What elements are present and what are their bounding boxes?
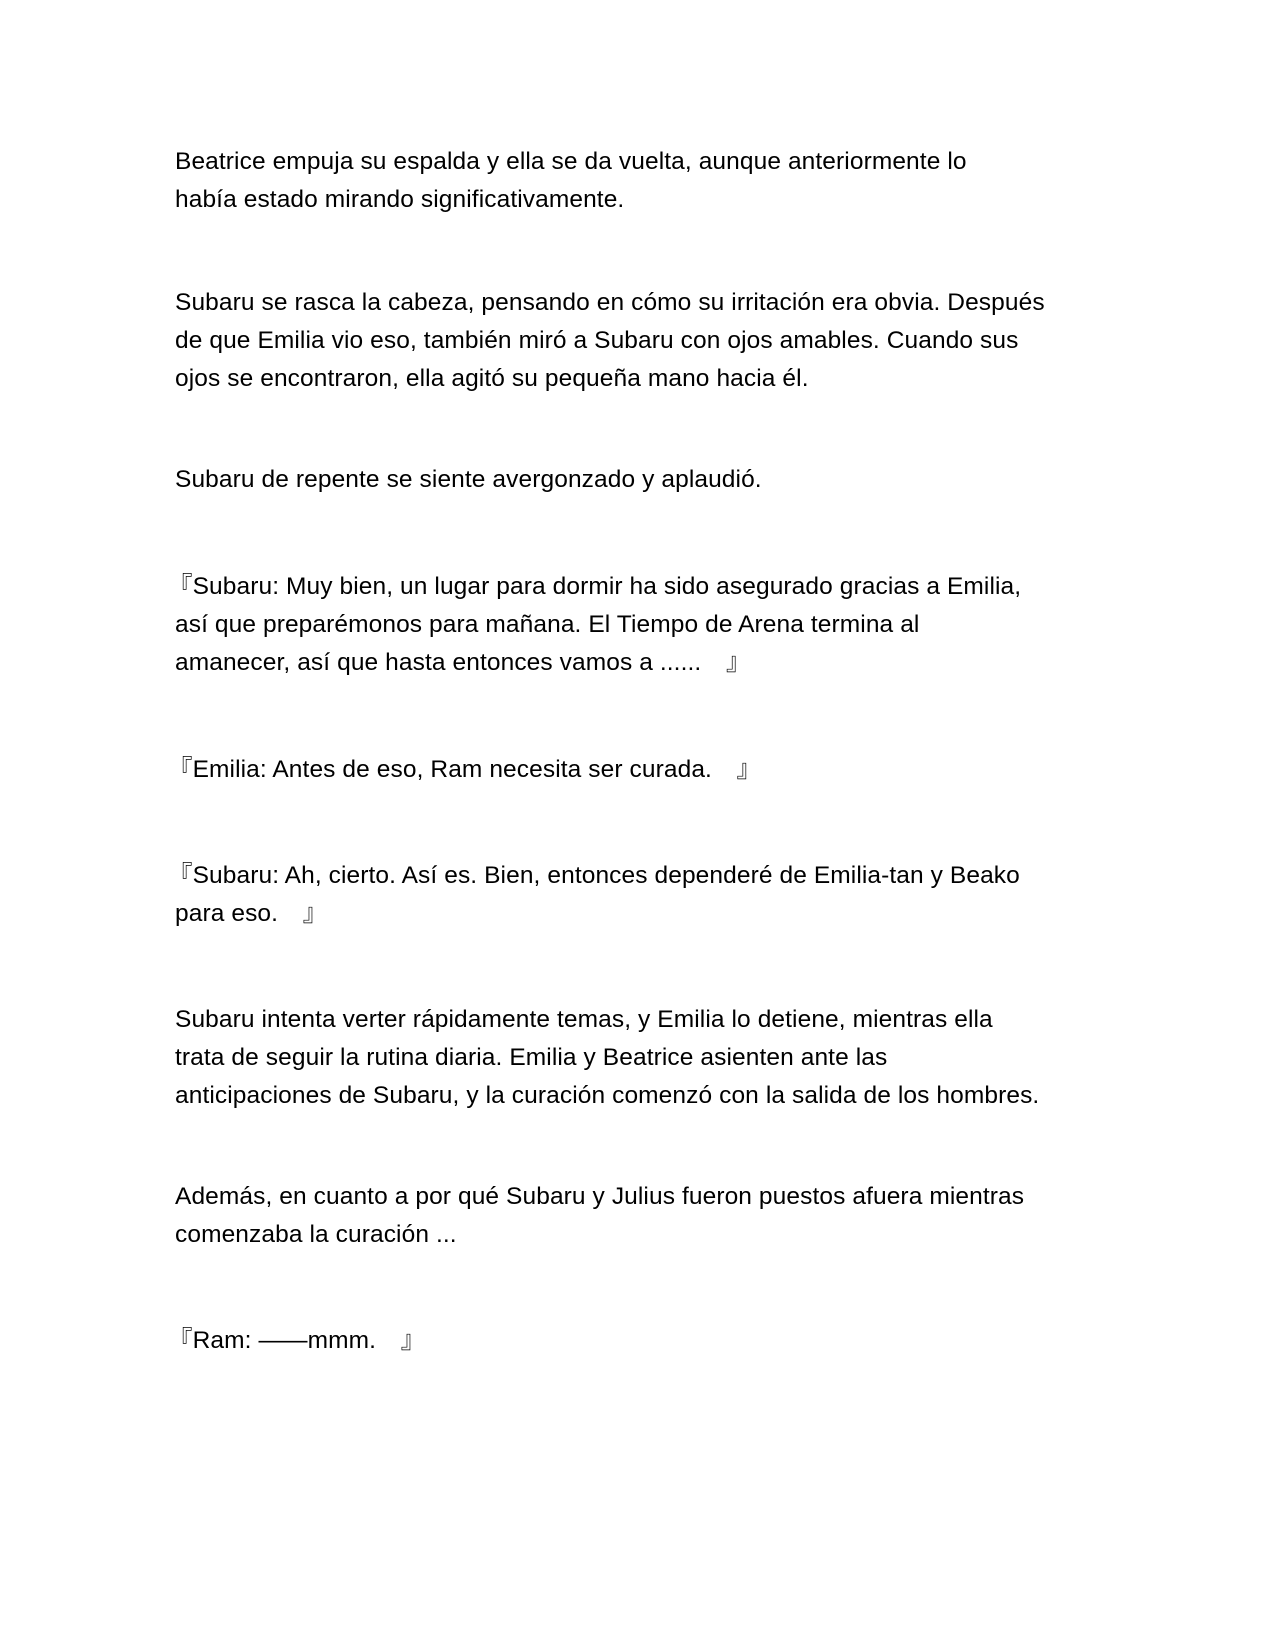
dialogue-line: 『Subaru: Muy bien, un lugar para dormir ha sido asegurado gracias a Emilia,: [168, 573, 1022, 600]
dialogue-line: para eso. 』: [175, 900, 328, 927]
paragraph-line: Subaru de repente se siente avergonzado y aplaudió.: [175, 466, 762, 493]
dialogue-emilia: [168, 751, 1110, 789]
paragraph-line: comenzaba la curación ...: [175, 1221, 457, 1248]
dialogue-line: 『Emilia: Antes de eso, Ram necesita ser curada. 』: [168, 756, 762, 783]
dialogue-line: amanecer, así que hasta entonces vamos a ...... 』: [175, 649, 751, 676]
paragraph-1: [175, 143, 1110, 219]
paragraph-5: [175, 1178, 1110, 1254]
paragraph-line: Además, en cuanto a por qué Subaru y Julius fueron puestos afuera mientras: [175, 1183, 1025, 1210]
dialogue-subaru-1: [168, 568, 1110, 682]
paragraph-line: anticipaciones de Subaru, y la curación comenzó con la salida de los hombres.: [175, 1082, 1040, 1109]
dialogue-ram: [168, 1322, 1110, 1360]
dialogue-line: así que preparémonos para mañana. El Tiempo de Arena termina al: [175, 611, 920, 638]
dialogue-line: 『Subaru: Ah, cierto. Así es. Bien, entonces dependeré de Emilia-tan y Beako: [168, 862, 1020, 889]
paragraph-line: trata de seguir la rutina diaria. Emilia y Beatrice asienten ante las: [175, 1044, 888, 1071]
paragraph-4: [175, 1001, 1110, 1115]
paragraph-3: [175, 461, 1110, 499]
dialogue-line: 『Ram: ——mmm. 』: [168, 1327, 426, 1354]
paragraph-line: de que Emilia vio eso, también miró a Subaru con ojos amables. Cuando sus: [175, 327, 1019, 354]
paragraph-line: Beatrice empuja su espalda y ella se da vuelta, aunque anteriormente lo: [175, 148, 967, 175]
dialogue-subaru-2: [168, 857, 1110, 933]
paragraph-line: Subaru intenta verter rápidamente temas, y Emilia lo detiene, mientras ella: [175, 1006, 993, 1033]
paragraph-line: había estado mirando significativamente.: [175, 186, 625, 213]
paragraph-line: ojos se encontraron, ella agitó su pequeña mano hacia él.: [175, 365, 809, 392]
paragraph-2: [175, 284, 1110, 398]
paragraph-line: Subaru se rasca la cabeza, pensando en cómo su irritación era obvia. Después: [175, 289, 1045, 316]
